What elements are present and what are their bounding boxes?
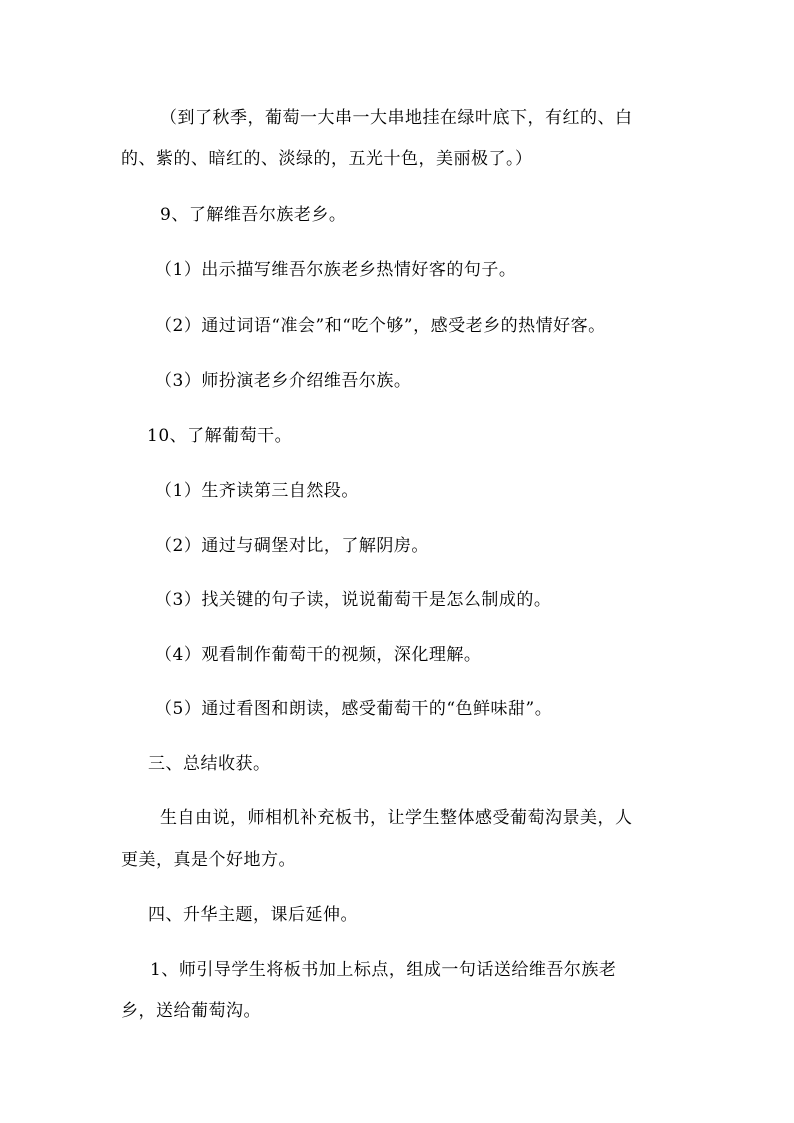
section-heading: 9、了解维吾尔族老乡。 (160, 205, 347, 225)
paragraph-line: 1、师引导学生将板书加上标点，组成一句话送给维吾尔族老 (150, 960, 617, 980)
list-item: （2）通过词语“准会”和“吃个够”，感受老乡的热情好客。 (155, 316, 606, 336)
list-item: （1）生齐读第三自然段。 (155, 481, 359, 501)
section-heading: 10、了解葡萄干。 (147, 426, 293, 446)
list-item: （3）师扮演老乡介绍维吾尔族。 (155, 371, 412, 391)
list-item: （1）出示描写维吾尔族老乡热情好客的句子。 (155, 260, 517, 280)
paragraph-line: 生自由说，师相机补充板书，让学生整体感受葡萄沟景美，人 (160, 808, 633, 828)
list-item: （5）通过看图和朗读，感受葡萄干的“色鲜味甜”。 (155, 699, 553, 719)
list-item: （3）找关键的句子读，说说葡萄干是怎么制成的。 (155, 590, 552, 610)
paragraph-line: 乡，送给葡萄沟。 (121, 1001, 261, 1021)
paragraph-line: 更美，真是个好地方。 (121, 850, 296, 870)
list-item: （4）观看制作葡萄干的视频，深化理解。 (155, 645, 482, 665)
section-heading: 三、总结收获。 (148, 754, 271, 774)
list-item: （2）通过与碉堡对比，了解阴房。 (155, 536, 429, 556)
paragraph-line: 的、紫的、暗红的、淡绿的，五光十色，美丽极了。） (121, 149, 533, 169)
paragraph-line: （到了秋季，葡萄一大串一大串地挂在绿叶底下，有红的、白 (160, 108, 633, 128)
section-heading: 四、升华主题，课后延伸。 (148, 905, 358, 925)
